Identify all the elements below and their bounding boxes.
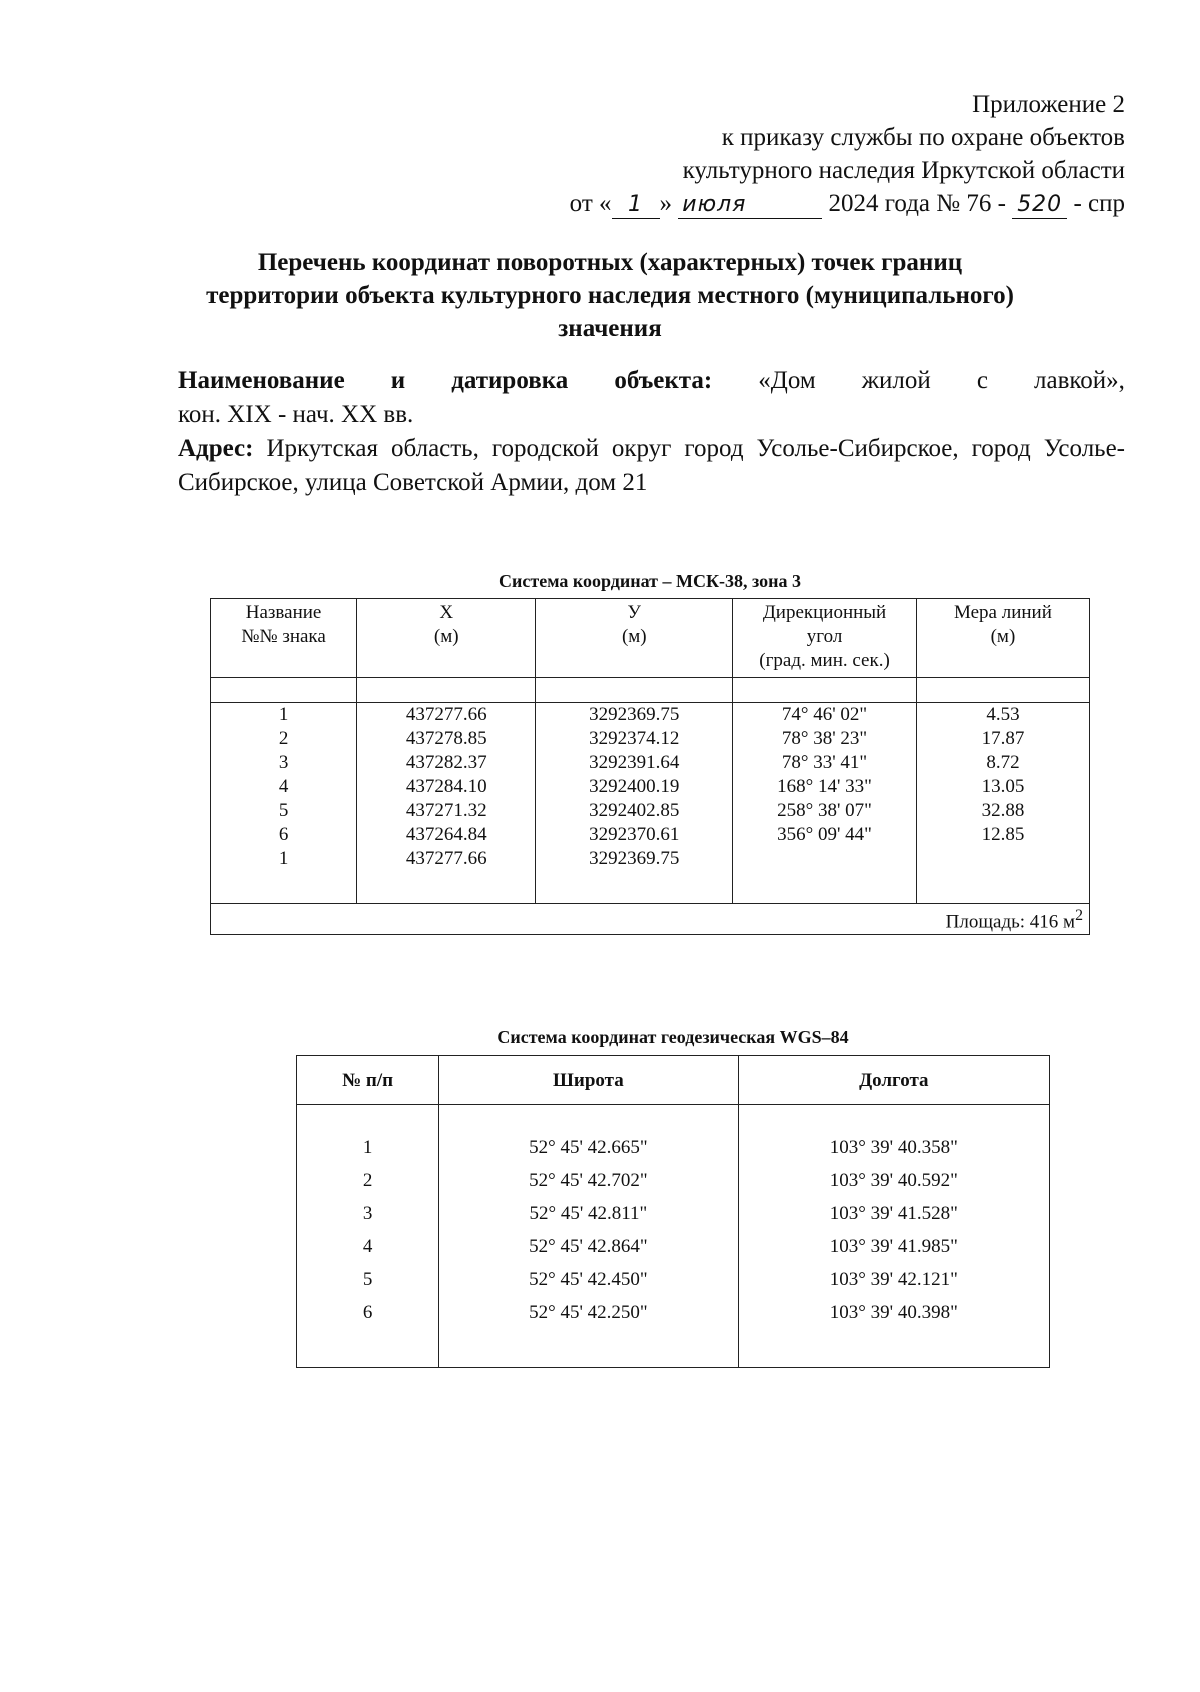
appendix-order-line: к приказу службы по охране объектов bbox=[721, 124, 1125, 151]
name-value-word: «Дом bbox=[758, 367, 816, 394]
name-value-word: лавкой», bbox=[1034, 367, 1125, 394]
cell-number: 1 bbox=[297, 1131, 439, 1164]
cell-latitude: 52° 45' 42.250" bbox=[439, 1296, 738, 1329]
area-cell bbox=[211, 904, 1090, 935]
cell-y: 3292400.19 bbox=[536, 775, 733, 799]
table-row bbox=[297, 1230, 1050, 1263]
cell-longitude: 103° 39' 40.398" bbox=[738, 1296, 1049, 1329]
header-y: У (м) bbox=[536, 599, 733, 678]
table-tail-row bbox=[297, 1329, 1050, 1368]
header-point-name: Название №№ знака bbox=[211, 599, 357, 678]
table-row bbox=[211, 703, 1090, 728]
appendix-date-line bbox=[570, 187, 1125, 220]
cell-longitude: 103° 39' 42.121" bbox=[738, 1263, 1049, 1296]
name-label-word: датировка bbox=[451, 367, 569, 394]
name-value-word: с bbox=[976, 367, 988, 394]
cell-length: 8.72 bbox=[916, 751, 1089, 775]
cell-length: 17.87 bbox=[916, 727, 1089, 751]
area-row bbox=[211, 904, 1090, 935]
title-line-3: значения bbox=[558, 315, 662, 342]
cell-x: 437264.84 bbox=[357, 823, 536, 847]
cell-length: 32.88 bbox=[916, 799, 1089, 823]
cell-x: 437282.37 bbox=[357, 751, 536, 775]
cell-angle bbox=[733, 847, 917, 871]
cell-latitude: 52° 45' 42.811" bbox=[439, 1197, 738, 1230]
cell-point: 1 bbox=[211, 703, 357, 728]
table-row bbox=[211, 799, 1090, 823]
cell-y: 3292370.61 bbox=[536, 823, 733, 847]
cell-x: 437277.66 bbox=[357, 703, 536, 728]
cell-point: 2 bbox=[211, 727, 357, 751]
title-line-2: территории объекта культурного наследия местного (муниципального) bbox=[206, 282, 1014, 309]
cell-latitude: 52° 45' 42.864" bbox=[439, 1230, 738, 1263]
cell-length bbox=[916, 847, 1089, 871]
title-line-1: Перечень координат поворотных (характерных) точек границ bbox=[257, 249, 963, 276]
cell-angle: 258° 38' 07" bbox=[733, 799, 917, 823]
table-row bbox=[211, 775, 1090, 799]
cell-x: 437284.10 bbox=[357, 775, 536, 799]
object-name-line bbox=[178, 364, 1125, 398]
cell-angle: 356° 09' 44" bbox=[733, 823, 917, 847]
appendix-service-line: культурного наследия Иркутской области bbox=[682, 157, 1125, 184]
msk-rows bbox=[211, 703, 1090, 904]
table-row bbox=[211, 751, 1090, 775]
table-header-row bbox=[297, 1056, 1050, 1105]
header-direction-angle: Дирекционный угол (град. мин. сек.) bbox=[733, 599, 917, 678]
wgs-table-caption: Система координат геодезическая WGS–84 bbox=[497, 1027, 849, 1047]
name-value-word: жилой bbox=[861, 367, 931, 394]
table-tail-row bbox=[211, 871, 1090, 904]
cell-y: 3292374.12 bbox=[536, 727, 733, 751]
cell-point: 3 bbox=[211, 751, 357, 775]
table-row bbox=[297, 1296, 1050, 1329]
address-label: Адрес: bbox=[178, 435, 254, 462]
header-x: Х (м) bbox=[357, 599, 536, 678]
cell-number: 2 bbox=[297, 1164, 439, 1197]
cell-angle: 78° 33' 41" bbox=[733, 751, 917, 775]
cell-y: 3292369.75 bbox=[536, 703, 733, 728]
cell-point: 4 bbox=[211, 775, 357, 799]
document-title bbox=[150, 246, 1070, 345]
object-info bbox=[178, 364, 1125, 500]
table-spacer-row bbox=[297, 1105, 1050, 1132]
wgs-coordinates-table bbox=[296, 1055, 1050, 1368]
cell-latitude: 52° 45' 42.702" bbox=[439, 1164, 738, 1197]
cell-point: 1 bbox=[211, 847, 357, 871]
cell-length: 13.05 bbox=[916, 775, 1089, 799]
cell-angle: 168° 14' 33" bbox=[733, 775, 917, 799]
cell-length: 4.53 bbox=[916, 703, 1089, 728]
name-label-word: Наименование bbox=[178, 367, 345, 394]
cell-y: 3292391.64 bbox=[536, 751, 733, 775]
area-label: Площадь: 416 м bbox=[945, 911, 1076, 933]
cell-point: 6 bbox=[211, 823, 357, 847]
name-label-word: объекта: bbox=[614, 367, 713, 394]
cell-number: 3 bbox=[297, 1197, 439, 1230]
header-longitude: Долгота bbox=[738, 1056, 1049, 1105]
cell-length: 12.85 bbox=[916, 823, 1089, 847]
address-value: Иркутская область, городской округ город Усолье-Сибирское, город Усолье-Сибирское, улица Советской Армии, дом 21 bbox=[178, 435, 1126, 496]
cell-longitude: 103° 39' 40.358" bbox=[738, 1131, 1049, 1164]
object-address bbox=[178, 432, 1125, 500]
msk-table-caption: Система координат – МСК-38, зона 3 bbox=[499, 571, 801, 591]
cell-angle: 74° 46' 02" bbox=[733, 703, 917, 728]
msk-coordinates-table bbox=[210, 598, 1090, 935]
cell-number: 5 bbox=[297, 1263, 439, 1296]
table-row bbox=[211, 823, 1090, 847]
cell-x: 437271.32 bbox=[357, 799, 536, 823]
cell-longitude: 103° 39' 41.528" bbox=[738, 1197, 1049, 1230]
appendix-reference bbox=[570, 88, 1125, 220]
date-year-text: 2024 года № 76 - bbox=[828, 190, 1006, 217]
cell-latitude: 52° 45' 42.450" bbox=[439, 1263, 738, 1296]
area-unit-superscript: 2 bbox=[1075, 907, 1083, 924]
name-label-word: и bbox=[390, 367, 406, 394]
table-row bbox=[211, 727, 1090, 751]
order-suffix: - спр bbox=[1073, 190, 1125, 217]
table-header-row bbox=[211, 599, 1090, 678]
date-prefix: от « bbox=[569, 190, 612, 217]
cell-point: 5 bbox=[211, 799, 357, 823]
handwritten-month: июля bbox=[678, 192, 822, 219]
table-row bbox=[297, 1197, 1050, 1230]
object-dating: кон. XIX - нач. XX вв. bbox=[178, 401, 414, 428]
cell-x: 437277.66 bbox=[357, 847, 536, 871]
cell-longitude: 103° 39' 40.592" bbox=[738, 1164, 1049, 1197]
table-row bbox=[211, 847, 1090, 871]
handwritten-day: 1 bbox=[612, 192, 660, 219]
cell-longitude: 103° 39' 41.985" bbox=[738, 1230, 1049, 1263]
appendix-number: Приложение 2 bbox=[972, 91, 1125, 118]
table-row bbox=[297, 1131, 1050, 1164]
cell-number: 4 bbox=[297, 1230, 439, 1263]
handwritten-order-number: 520 bbox=[1012, 192, 1067, 219]
cell-number: 6 bbox=[297, 1296, 439, 1329]
cell-latitude: 52° 45' 42.665" bbox=[439, 1131, 738, 1164]
table-spacer-row bbox=[211, 678, 1090, 703]
table-row bbox=[297, 1263, 1050, 1296]
cell-angle: 78° 38' 23" bbox=[733, 727, 917, 751]
header-line-length: Мера линий (м) bbox=[916, 599, 1089, 678]
header-latitude: Широта bbox=[439, 1056, 738, 1105]
date-close: » bbox=[659, 190, 673, 217]
cell-x: 437278.85 bbox=[357, 727, 536, 751]
table-row bbox=[297, 1164, 1050, 1197]
header-number: № п/п bbox=[297, 1056, 439, 1105]
cell-y: 3292369.75 bbox=[536, 847, 733, 871]
cell-y: 3292402.85 bbox=[536, 799, 733, 823]
